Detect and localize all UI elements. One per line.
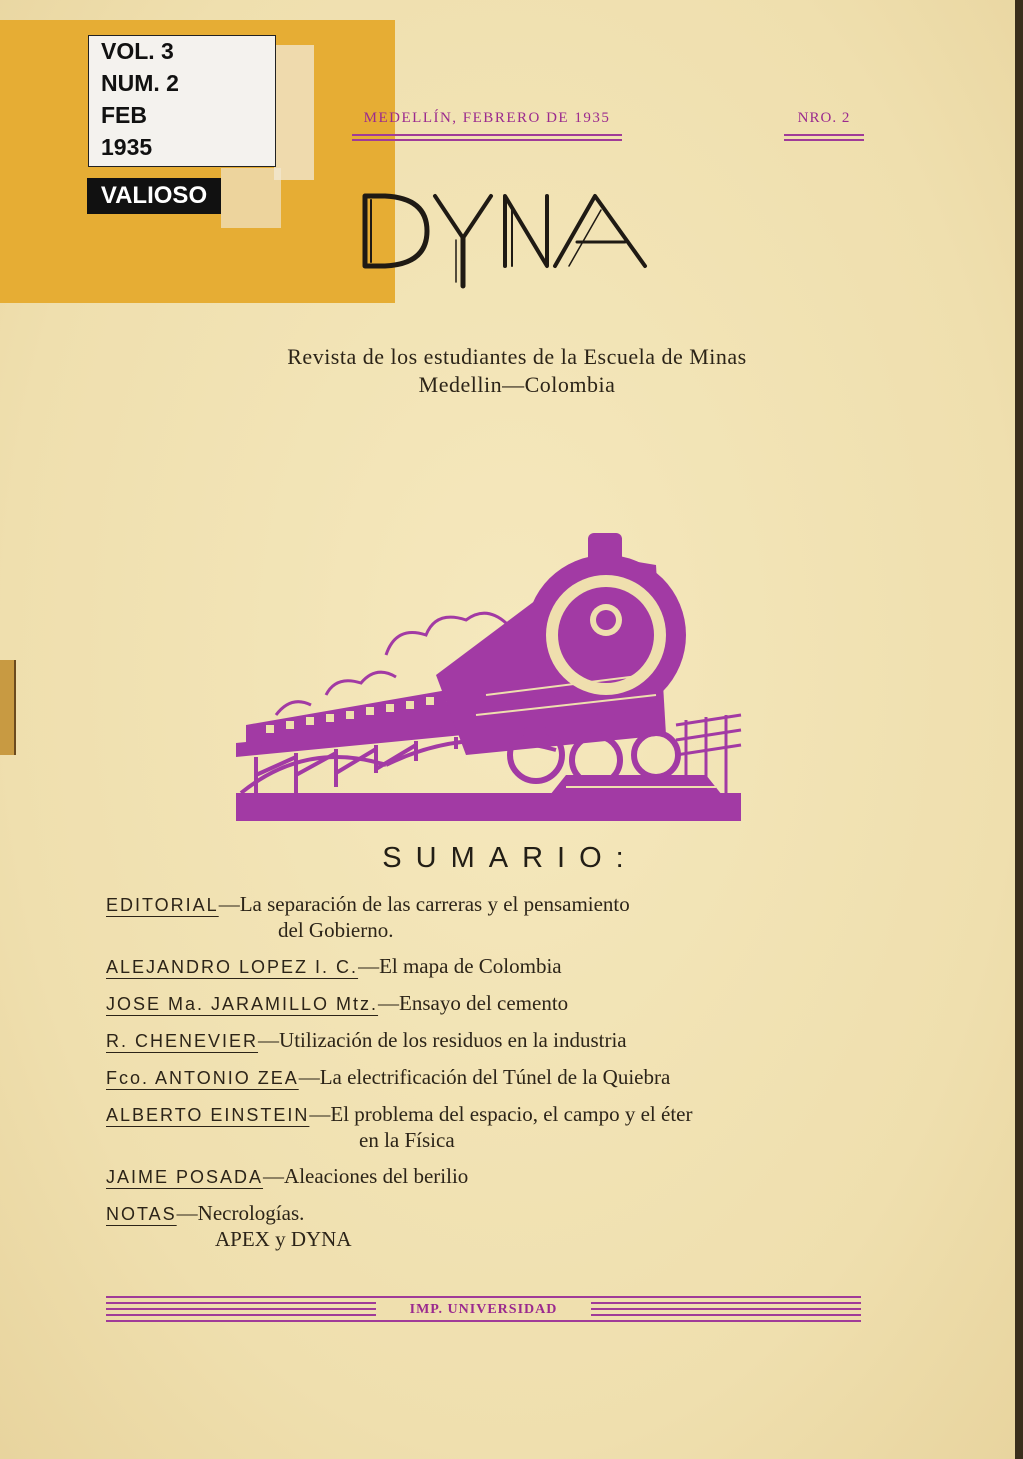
subtitle-line-2: Medellin—Colombia bbox=[418, 372, 616, 397]
toc-title-continuation: del Gobierno. bbox=[278, 918, 394, 942]
toc-title: —Utilización de los residuos en la industria bbox=[258, 1028, 627, 1052]
toc-title-continuation: en la Física bbox=[359, 1128, 455, 1152]
toc-author: EDITORIAL bbox=[106, 895, 219, 915]
header-rule bbox=[352, 134, 622, 136]
printer-footer bbox=[106, 1296, 861, 1322]
toc-title: —El mapa de Colombia bbox=[358, 954, 562, 978]
toc-author: ALEJANDRO LOPEZ I. C. bbox=[106, 957, 359, 977]
toc-title: —Aleaciones del berilio bbox=[263, 1164, 469, 1188]
dyna-logo bbox=[355, 186, 655, 292]
label-year: 1935 bbox=[101, 134, 153, 160]
toc-entry bbox=[106, 1102, 886, 1153]
label-num: NUM. 2 bbox=[101, 70, 179, 96]
toc-author: JAIME POSADA bbox=[106, 1167, 264, 1187]
toc-title: —La electrificación del Túnel de la Quiebra bbox=[298, 1065, 671, 1089]
toc-author: JOSE Ma. JARAMILLO Mtz. bbox=[106, 994, 379, 1014]
toc-title: —Ensayo del cemento bbox=[378, 991, 569, 1015]
label-vol: VOL. 3 bbox=[101, 38, 174, 64]
subtitle bbox=[100, 344, 934, 398]
footer-rule bbox=[106, 1296, 861, 1298]
issue-rule bbox=[784, 139, 864, 141]
toc-entry bbox=[106, 1065, 886, 1091]
label-tape bbox=[274, 45, 314, 180]
toc-entry-editorial bbox=[106, 892, 886, 943]
table-of-contents bbox=[106, 892, 886, 1263]
library-label bbox=[88, 35, 276, 167]
toc-entry bbox=[106, 954, 886, 980]
toc-title-continuation: APEX y DYNA bbox=[215, 1227, 352, 1251]
label-tape-lower bbox=[221, 168, 281, 228]
valioso-stamp: VALIOSO bbox=[87, 178, 221, 214]
place-date: MEDELLÍN, FEBRERO DE 1935 bbox=[363, 110, 611, 126]
header-rule bbox=[352, 139, 622, 141]
toc-entry bbox=[106, 1164, 886, 1190]
label-month: FEB bbox=[101, 102, 147, 128]
toc-title: —Necrologías. bbox=[176, 1201, 305, 1225]
printer-name: IMP. UNIVERSIDAD bbox=[376, 1300, 591, 1320]
toc-title: —La separación de las carreras y el pensamiento bbox=[218, 892, 630, 916]
toc-author: ALBERTO EINSTEIN bbox=[106, 1105, 310, 1125]
toc-title: —El problema del espacio, el campo y el éter bbox=[309, 1102, 693, 1126]
toc-entry bbox=[106, 1028, 886, 1054]
issue-rule bbox=[784, 134, 864, 136]
locomotive-illustration bbox=[236, 525, 746, 825]
page-edge-shadow bbox=[1015, 0, 1023, 1459]
toc-entry bbox=[106, 991, 886, 1017]
sumario-title: SUMARIO: bbox=[382, 842, 638, 874]
toc-author: R. CHENEVIER bbox=[106, 1031, 259, 1051]
toc-author: Fco. ANTONIO ZEA bbox=[106, 1068, 299, 1088]
binding-mark bbox=[0, 660, 16, 755]
footer-rule bbox=[106, 1320, 861, 1322]
issue-number: NRO. 2 bbox=[797, 110, 851, 126]
toc-author: NOTAS bbox=[106, 1204, 177, 1224]
toc-entry bbox=[106, 1201, 886, 1252]
subtitle-line-1: Revista de los estudiantes de la Escuela de Minas bbox=[287, 344, 747, 369]
